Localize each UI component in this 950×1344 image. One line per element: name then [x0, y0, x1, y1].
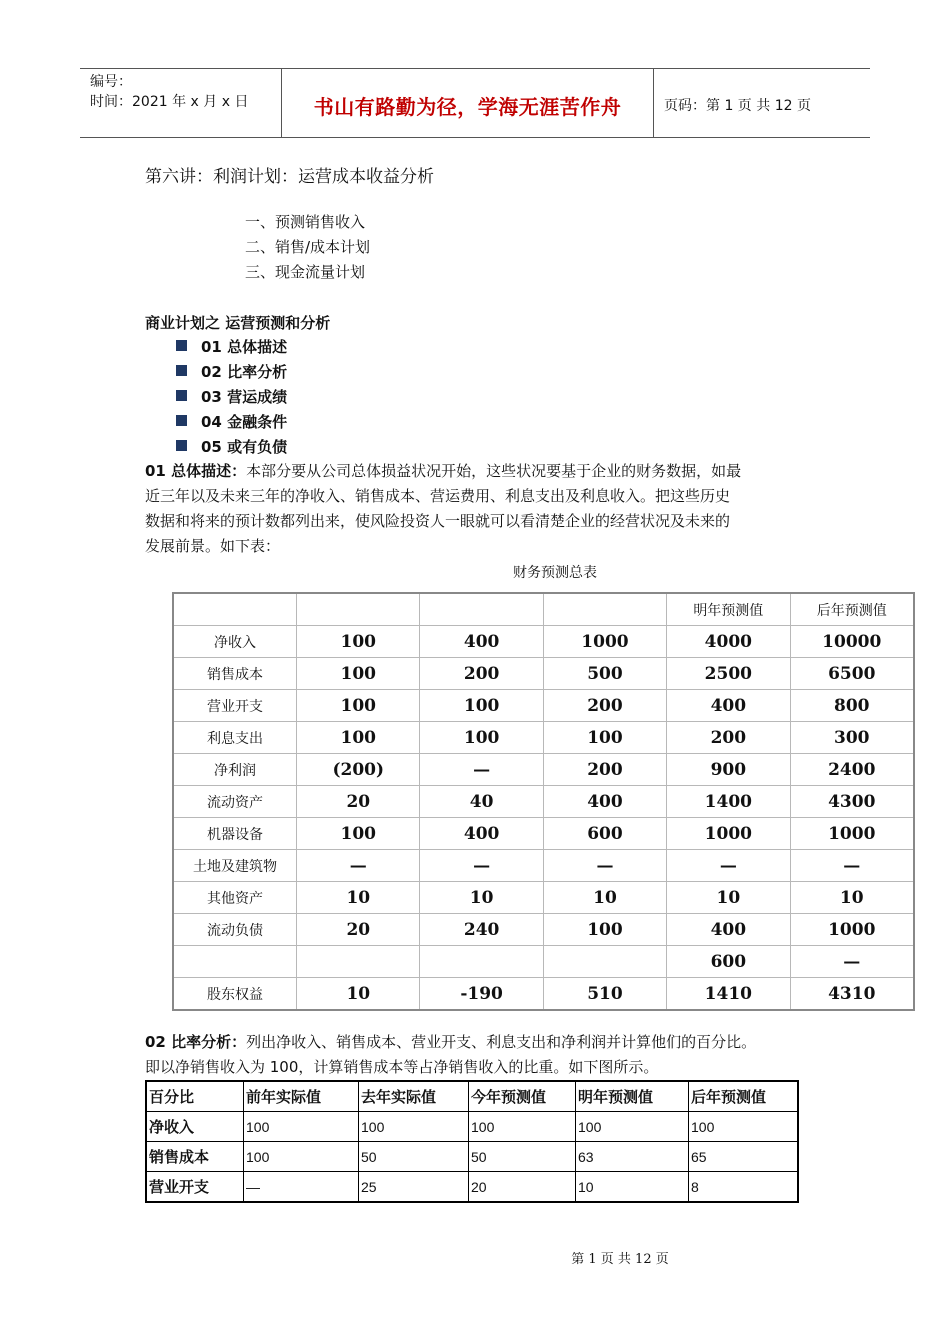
table-row: 销售成本 100 200 500 2500 6500	[173, 658, 914, 690]
table-caption: 财务预测总表	[513, 565, 597, 581]
header-motto-cell	[282, 69, 654, 137]
bullet-item: 03 营运成绩	[176, 386, 287, 407]
square-bullet-icon	[176, 365, 187, 376]
table-row: 流动负债 20 240 100 400 1000	[173, 914, 914, 946]
ratio-label: 02 比率分析：	[145, 1033, 247, 1051]
table-row: 净收入 100 400 1000 4000 10000	[173, 626, 914, 658]
overview-label: 01 总体描述：	[145, 462, 247, 480]
ratio-paragraph: 02 比率分析：列出净收入、销售成本、营业开支、利息支出和净利润并计算他们的百分比。 即以净销售收入为 100，计算销售成本等占净销售收入的比重。如下图所示。	[145, 1033, 757, 1076]
header-number: 编号：	[90, 74, 132, 90]
header-motto: 书山有路勤为径，学海无涯苦作舟	[313, 95, 622, 119]
page-header	[80, 68, 870, 138]
overview-paragraph: 01 总体描述：本部分要从公司总体损益状况开始，这些状况要基于企业的财务数据，如最 近三年以及未来三年的净收入、销售成本、营运费用、利息支出及利息收入。把这些历史 数据和将来的预计数都列出来，使风险投资人一眼就可以看清楚企业的经营状况及未来的 发展前景。如下表：	[145, 462, 742, 555]
table-row: 600 —	[173, 946, 914, 978]
lecture-title: 第六讲：利润计划：运营成本收益分析	[145, 167, 434, 187]
toc-item: 一、预测销售收入	[245, 213, 366, 231]
table-header-row: 百分比 前年实际值 去年实际值 今年预测值 明年预测值 后年预测值	[146, 1081, 798, 1112]
table-row: 利息支出 100 100 100 200 300	[173, 722, 914, 754]
header-time: 时间：2021 年 x 月 x 日	[90, 94, 249, 110]
ratio-table	[145, 1080, 799, 1203]
toc-item: 二、销售/成本计划	[245, 238, 371, 256]
header-page-info: 页码：第 1 页 共 12 页	[664, 98, 811, 114]
bullet-item: 05 或有负债	[176, 436, 287, 457]
square-bullet-icon	[176, 440, 187, 451]
square-bullet-icon	[176, 340, 187, 351]
toc-item: 三、现金流量计划	[245, 263, 366, 281]
section-title: 商业计划之 运营预测和分析	[145, 314, 331, 332]
bullet-item: 02 比率分析	[176, 361, 287, 382]
square-bullet-icon	[176, 390, 187, 401]
table-row: 净收入 100 100 100 100 100	[146, 1112, 798, 1142]
table-row: 股东权益 10 -190 510 1410 4310	[173, 978, 914, 1011]
table-row: 流动资产 20 40 400 1400 4300	[173, 786, 914, 818]
bullet-item: 04 金融条件	[176, 411, 287, 432]
financial-forecast-table	[172, 592, 915, 1011]
table-row: 其他资产 10 10 10 10 10	[173, 882, 914, 914]
page-footer: 第 1 页 共 12 页	[571, 1252, 669, 1267]
table-row: 营业开支 — 25 20 10 8	[146, 1172, 798, 1203]
header-meta-cell	[80, 69, 282, 137]
header-page-cell	[654, 69, 870, 137]
table-row: 营业开支 100 100 200 400 800	[173, 690, 914, 722]
table-row: 机器设备 100 400 600 1000 1000	[173, 818, 914, 850]
table-header-row: 明年预测值 后年预测值	[173, 593, 914, 626]
table-row: 销售成本 100 50 50 63 65	[146, 1142, 798, 1172]
table-row: 土地及建筑物 — — — — —	[173, 850, 914, 882]
table-row: 净利润 (200) — 200 900 2400	[173, 754, 914, 786]
bullet-item: 01 总体描述	[176, 336, 287, 357]
square-bullet-icon	[176, 415, 187, 426]
